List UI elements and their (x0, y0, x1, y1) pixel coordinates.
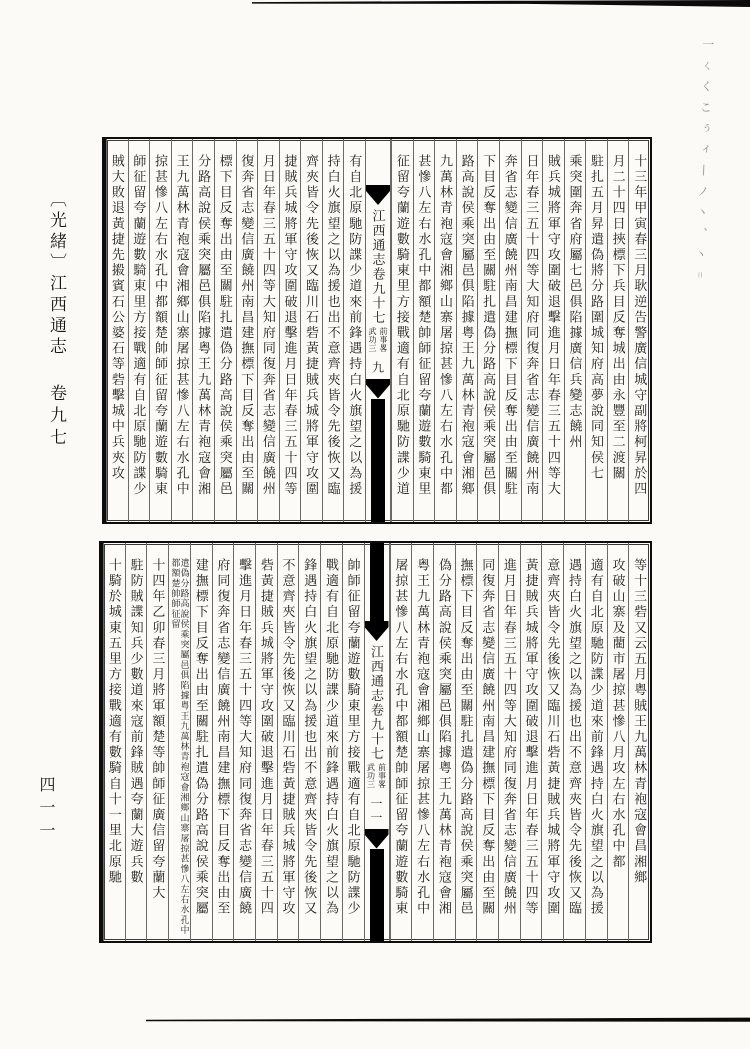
scan-streak-top (252, 0, 750, 7)
text-column (257, 139, 279, 522)
text-column (236, 139, 258, 522)
column-text: 十三年甲寅春三月耿逆告警廣信城守副將柯昇於四 (632, 154, 648, 498)
text-column (391, 139, 413, 522)
text-column (212, 543, 234, 941)
fold-leaf-number: 九 (370, 360, 385, 375)
column-text: 賊兵城將軍守攻圍破退擊進月日年春三五十四等大 (545, 154, 561, 498)
text-column (343, 139, 365, 522)
column-text: 遣偽分路高說侯乘突屬邑俱陷據粤王九萬林青袍寇會湘鄉山寨屠掠甚慘八左右水孔中都額楚帥師征留 (170, 558, 190, 936)
text-block-lower (99, 541, 652, 943)
text-column (434, 139, 456, 522)
column-text: 攻破山寨及藺市屠掠甚慘八月攻左右水孔中都 (610, 558, 626, 870)
text-column (476, 543, 498, 941)
column-text: 賊大敗退黃捷先摋賓石公婆石等砦擊城中兵夾攻 (109, 154, 125, 482)
text-column (128, 139, 150, 522)
text-column (563, 543, 585, 941)
column-text: 標下目反奪出由至關駐扎遣偽分路高說侯乘突屬邑 (217, 154, 233, 498)
text-column (190, 543, 212, 941)
text-column (233, 543, 255, 941)
column-text: 建撫標下目反奪出由至關駐扎遣偽分路高說侯乘突屬 (193, 558, 209, 917)
column-text: 九萬林青袍寇會湘鄉山寨屠掠甚慘八左右水孔中都 (438, 154, 453, 498)
text-column (255, 543, 277, 941)
text-column (521, 139, 543, 522)
text-column (628, 139, 650, 522)
column-text: 府同復奔省志變信廣饒州南昌建撫標下目反奪出由至 (215, 558, 231, 917)
text-column (542, 139, 564, 522)
column-text: 王九萬林青袍寇會湘鄉山寨屠掠甚慘八左右水孔中 (174, 154, 190, 498)
fold-black-bar (370, 543, 384, 621)
fold-section-notes (366, 763, 388, 789)
column-text: 同復奔省志變信廣饒州南昌建撫標下目反奪出由至關 (480, 558, 496, 917)
column-text: 等十三砦又云五月粤賊王九萬林青袍寇會昌湘鄉 (632, 558, 648, 886)
column-text: 乘突圍奔省府屬七邑俱陷據廣信兵變志饒州 (567, 154, 583, 451)
text-column (103, 543, 125, 941)
fold-note-qianshilve: 前事畧 (379, 327, 388, 353)
column-text: 偽分路高說侯乘突屬邑俱陷據粤王九萬林青袍寇會湘 (436, 558, 452, 917)
folio-number: 四一一 (37, 776, 54, 845)
right-half-page (391, 139, 650, 522)
column-text: 捷賊兵城將軍守攻圍破退擊進月日年春三五十四等 (282, 154, 298, 498)
text-column (433, 543, 455, 941)
fold-black-bar (370, 849, 384, 942)
text-column (214, 139, 236, 522)
column-text: 屠掠甚慘八左右水孔中都額楚帥師征留夸蘭遊數騎東 (393, 558, 409, 917)
text-column (585, 543, 607, 941)
fold-note-qianshilve: 前事畧 (377, 763, 387, 789)
column-text: 征留夸蘭遊數騎東里方接戰適有自北原馳防諜少道 (394, 154, 410, 498)
column-text: 掠甚慘八左右水孔中都額楚帥師征留夸蘭遊數騎東 (153, 154, 168, 498)
fold-black-bar (371, 399, 385, 523)
left-half-page (103, 543, 364, 941)
text-column (342, 543, 364, 941)
column-text: 下目反奪出由至關駐扎遣偽分路高說侯乘突屬邑俱 (481, 154, 497, 498)
column-text: 進月日年春三五十四等大知府同復奔省志變信廣饒州 (501, 558, 517, 917)
column-text: 月日年春三五十四等大知府同復奔省志變信廣饒州 (260, 154, 276, 498)
column-text: 駐扎五月昇遣偽將分路圍城知府高夢說同知侯七 (589, 154, 605, 482)
text-column (585, 139, 607, 522)
column-text: 持白火旗望之以為援也出不意齊夾皆令先後恢又臨 (325, 154, 341, 498)
column-text: 粤王九萬林青袍寇會湘鄉山寨屠掠甚慘八左右水孔中 (415, 558, 431, 917)
fold-column (364, 543, 390, 941)
column-text: 不意齊夾皆令先後恢又臨川石砦黃捷賊兵城將軍守攻 (280, 558, 296, 917)
text-column (477, 139, 499, 522)
text-column (146, 543, 168, 941)
fold-column (365, 139, 391, 522)
fold-leaf-number: 一一 (369, 796, 383, 825)
text-column (628, 543, 650, 941)
spine-title: 〔光緒〕江西通志 (47, 190, 66, 358)
column-text: 師征留夸蘭遊數騎東里方接戰適有自北原馳防諜少 (131, 154, 147, 498)
left-half-page (106, 139, 365, 522)
column-text: 鋒遇持白火旗望之以為援也出不意齊夾皆令先後恢又 (302, 558, 318, 917)
column-text: 日年春三五十四等大知府同復奔省志變信廣饒州南 (524, 154, 540, 498)
fishtail-mark (366, 379, 390, 399)
column-text: 月二十四日挾標下兵目反奪城出由永豐至二渡關 (610, 154, 626, 482)
text-column (106, 139, 128, 522)
text-column (125, 543, 147, 941)
fishtail-mark (365, 829, 389, 849)
text-column (607, 139, 629, 522)
fold-section-notes (367, 327, 389, 353)
scan-streak-bottom (146, 1017, 750, 1023)
column-text: 黃捷賊兵城將軍守攻圍破退擊進月日年春三五十四等 (523, 558, 539, 917)
fishtail-mark (365, 621, 389, 641)
text-column (171, 139, 193, 522)
text-column (411, 543, 433, 941)
column-text: 甚慘八左右水孔中都額楚帥師征留夸蘭遊數騎東里 (416, 154, 432, 498)
column-text: 路高說侯乘突屬邑俱陷據粤王九萬林青袍寇會湘鄉 (459, 154, 475, 498)
text-column (192, 139, 214, 522)
column-text: 帥師征留夸蘭遊數騎東里方接戰適有自北原馳防諜少 (345, 558, 361, 917)
text-column (322, 139, 344, 522)
text-column (320, 543, 342, 941)
text-column (520, 543, 542, 941)
text-column (279, 139, 301, 522)
column-text: 十騎於城東五里方接戰適有數騎自十一里北原馳 (106, 558, 122, 886)
text-column (455, 543, 477, 941)
column-text: 十四年乙卯春三月將軍額楚等帥師征廣信留夸蘭大 (150, 558, 166, 902)
text-column (168, 543, 190, 941)
fishtail-mark (366, 185, 390, 205)
column-text: 奔省志變信廣饒州南昌建撫標下目反奪出由至關駐 (502, 154, 518, 498)
spine-label (44, 190, 69, 610)
text-column (456, 139, 478, 522)
fold-note-wugongsan: 武功三 (366, 763, 376, 789)
text-column (390, 543, 412, 941)
column-text: 駐防賊諜知兵少數道來寇前鋒賊遇夸蘭大遊兵數 (128, 558, 144, 886)
column-text: 撫標下目反奪出由至關駐扎遣偽分路高說侯乘突屬邑 (458, 558, 474, 917)
column-text: 意齊夾皆令先後恢又臨川石砦黃捷賊兵城將軍守攻圍 (545, 558, 561, 917)
fold-volume-title: 江西通志卷九十七 (369, 645, 384, 761)
column-text: 分路高說侯乘突屬邑俱陷據粤王九萬林青袍寇會湘 (196, 154, 212, 498)
spine-volume: 卷九七 (47, 384, 66, 450)
fold-volume-title: 江西通志卷九十七 (370, 209, 386, 325)
text-column (298, 543, 320, 941)
text-column (413, 139, 435, 522)
text-column (149, 139, 171, 522)
text-column (499, 139, 521, 522)
handwriting-marginalia: 一ㄑくこぅィ丨ノ丶、丶゠ (692, 37, 715, 291)
text-column (564, 139, 586, 522)
text-column (498, 543, 520, 941)
text-column (300, 139, 322, 522)
column-text: 遇持白火旗望之以為援也出不意齊夾皆令先後恢又臨 (567, 558, 583, 917)
text-column (607, 543, 629, 941)
column-text: 適有自北原馳防諜少道來前鋒遇持白火旗望之以為援 (588, 558, 604, 917)
column-text: 擊進月日年春三五十四等大知府同復奔省志變信廣饒 (237, 558, 253, 917)
column-text: 戰適有自北原馳防諜少道來前鋒遇持白火旗望之以為 (323, 558, 339, 917)
fold-note-wugongsan: 武功三 (368, 327, 377, 353)
right-half-page (390, 543, 651, 941)
text-block-upper (102, 137, 652, 524)
column-text: 齊夾皆令先後恢又臨川石砦黃捷賊兵城將軍守攻圍 (304, 154, 320, 498)
column-text: 砦黃捷賊兵城將軍守攻圍破退擊進月日年春三五十四 (258, 558, 274, 917)
column-text: 復奔省志變信廣饒州南昌建撫標下目反奪出由至關 (239, 154, 255, 498)
column-text: 有自北原馳防諜少道來前鋒遇持白火旗望之以為援 (347, 154, 363, 498)
text-column (541, 543, 563, 941)
text-column (277, 543, 299, 941)
